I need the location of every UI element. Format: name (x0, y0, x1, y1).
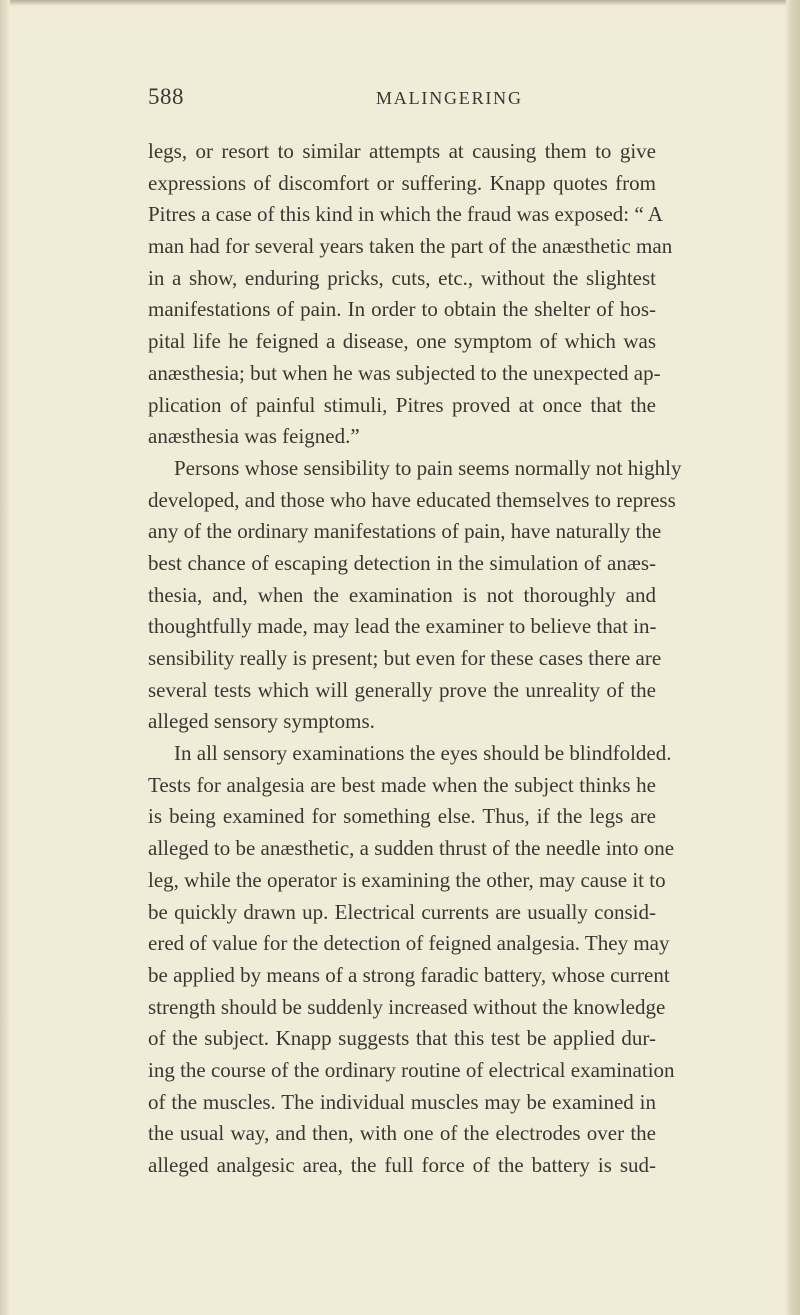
text-line: of the muscles. The individual muscles may be examined in (148, 1089, 656, 1114)
text-line: the usual way, and then, with one of the electrodes over the (148, 1121, 656, 1146)
text-line: anæsthesia; but when he was subjected to the unexpected ap- (148, 360, 661, 385)
text-line: leg, while the operator is examining the other, may cause it to (148, 867, 666, 892)
text-line: manifestations of pain. In order to obtain the shelter of hos- (148, 297, 656, 322)
text-line: alleged to be anæsthetic, a sudden thrust of the needle into one (148, 836, 675, 861)
text-line: ered of value for the detection of feigned analgesia. They may (148, 931, 670, 956)
text-line: developed, and those who have educated themselves to repress (148, 487, 676, 512)
text-line: of the subject. Knapp suggests that this test be applied dur- (148, 1026, 656, 1051)
text-line: expressions of discomfort or suffering. Knapp quotes from (148, 170, 656, 195)
text-line: plication of painful stimuli, Pitres proved at once that the (148, 392, 656, 417)
page-header (148, 84, 654, 118)
text-line: sensibility really is present; but even for these cases there are (148, 646, 662, 670)
text-line: anæsthesia was feigned.” (148, 424, 360, 449)
text-line: alleged sensory symptoms. (148, 709, 375, 734)
text-line: man had for several years taken the part of the anæsthetic man (148, 234, 673, 259)
text-line: alleged analgesic area, the full force of the battery is sud- (148, 1153, 656, 1177)
body-text (148, 136, 682, 1182)
text-line: best chance of escaping detection in the simulation of anæs- (148, 550, 656, 575)
text-line: several tests which will generally prove the unreality of the (148, 677, 656, 702)
text-line: be applied by means of a strong faradic battery, whose current (148, 962, 670, 987)
text-line: ing the course of the ordinary routine of electrical examination (148, 1057, 675, 1082)
text-line: legs, or resort to similar attempts at causing them to give (148, 139, 656, 163)
text-line: strength should be suddenly increased without the knowledge (148, 994, 666, 1019)
text-line: any of the ordinary manifestations of pain, have naturally the (148, 519, 662, 544)
running-head: MALINGERING (376, 88, 523, 108)
page-number: 588 (148, 84, 184, 109)
page-edge-top (0, 0, 800, 6)
page-edge-right (786, 0, 800, 1315)
text-line: in a show, enduring pricks, cuts, etc., without the slightest (148, 265, 656, 290)
text-line: pital life he feigned a disease, one symptom of which was (148, 329, 656, 354)
text-line: is being examined for something else. Thus, if the legs are (148, 804, 656, 829)
paragraph-start-line: Persons whose sensibility to pain seems normally not highly (174, 455, 682, 480)
text-line: Tests for analgesia are best made when the subject thinks he (148, 772, 656, 797)
page-edge-left (0, 0, 10, 1315)
text-line: thesia, and, when the examination is not thoroughly and (148, 582, 656, 607)
text-line: thoughtfully made, may lead the examiner to believe that in- (148, 614, 657, 639)
text-line: Pitres a case of this kind in which the fraud was exposed: “ A (148, 202, 663, 227)
text-line: be quickly drawn up. Electrical currents are usually consid- (148, 899, 656, 924)
paragraph-start-line: In all sensory examinations the eyes should be blindfolded. (174, 741, 672, 766)
